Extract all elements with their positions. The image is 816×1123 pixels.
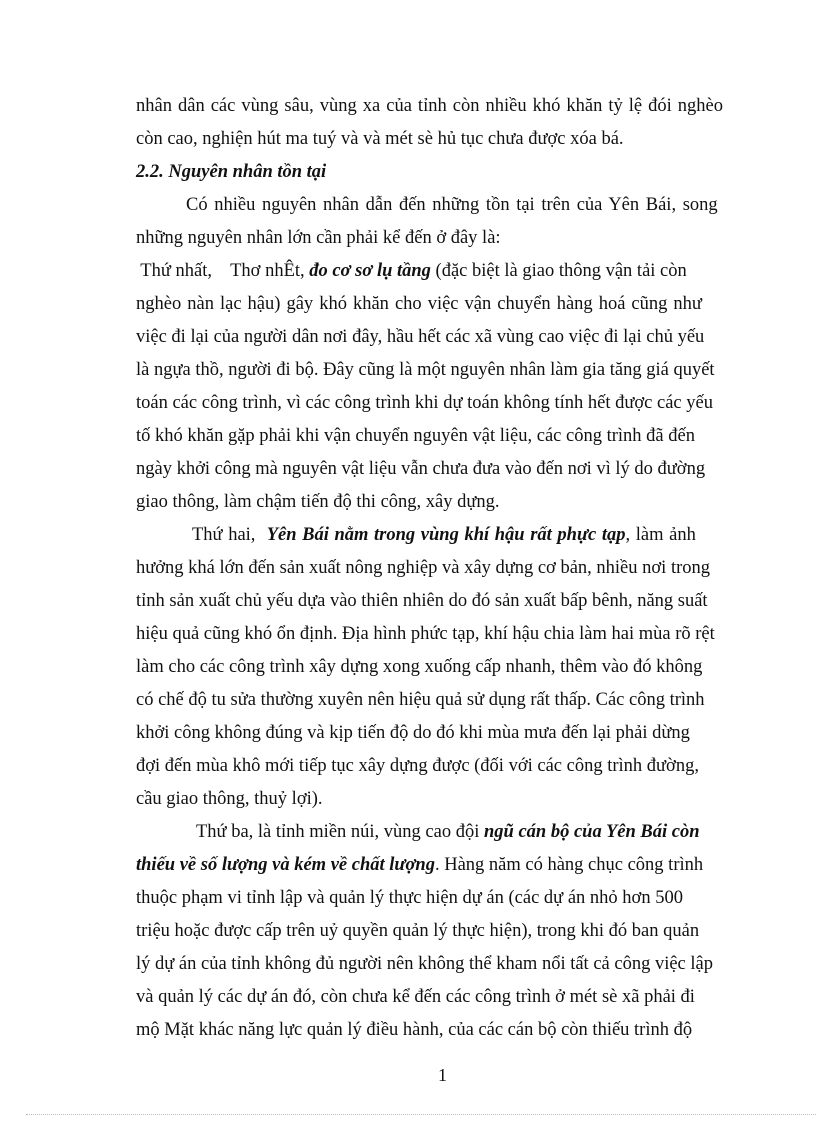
text-line: tố khó khăn gặp phải khi vận chuyển nguyên vật liệu, các công trình đã đến xyxy=(136,426,695,446)
footer-divider xyxy=(26,1114,816,1115)
text-line: mộ Mặt khác năng lực quản lý điều hành, của các cán bộ còn thiếu trình độ xyxy=(136,1020,693,1040)
text-line: là ngựa thồ, người đi bộ. Đây cũng là một nguyên nhân làm gia tăng giá quyết xyxy=(136,360,715,380)
section-heading: 2.2. Nguyên nhân tồn tại xyxy=(136,162,327,182)
line-text: . Hàng năm có hàng chục công trình xyxy=(434,855,704,875)
page-number: 1 xyxy=(438,1065,447,1085)
text-line: lý dự án của tỉnh không đủ người nên không thể kham nổi tất cả công việc lập xyxy=(136,954,713,974)
emphasis-text: thiếu về số lượng và kém về chất lượng xyxy=(136,855,435,875)
text-line: tỉnh sản xuất chủ yếu dựa vào thiên nhiên do đó sản xuất bấp bênh, năng suất xyxy=(136,591,708,611)
text-line xyxy=(192,524,696,546)
line-text: (đặc biệt là giao thông vận tải còn xyxy=(430,261,687,281)
text-line: triệu hoặc được cấp trên uỷ quyền quản lý thực hiện), trong khi đó ban quản xyxy=(136,921,700,941)
text-line: làm cho các công trình xây dựng xong xuống cấp nhanh, thêm vào đó không xyxy=(136,657,703,677)
emphasis-text: Yên Bái nằm trong vùng khí hậu rất phực tạp xyxy=(266,525,626,545)
text-line: những nguyên nhân lớn cần phải kể đến ở đây là: xyxy=(136,228,501,248)
text-line: nhân dân các vùng sâu, vùng xa của tỉnh còn nhiều khó khăn tỷ lệ đói nghèo xyxy=(136,96,724,116)
text-line: cầu giao thông, thuỷ lợi). xyxy=(136,789,323,809)
text-line: Có nhiều nguyên nhân dẫn đến những tồn tại trên của Yên Bái, song xyxy=(186,195,718,215)
text-line: nghèo nàn lạc hậu) gây khó khăn cho việc vận chuyển hàng hoá cũng như xyxy=(136,294,702,314)
text-line: giao thông, làm chậm tiến độ thi công, xây dựng. xyxy=(136,492,500,512)
text-line xyxy=(136,854,703,876)
emphasis-text: ngũ cán bộ của Yên Bái còn xyxy=(484,822,700,842)
text-line: khởi công không đúng và kịp tiến độ do đó khi mùa mưa đến lại phải dừng xyxy=(136,723,690,743)
text-line: có chế độ tu sửa thường xuyên nên hiệu quả sử dụng rất thấp. Các công trình xyxy=(136,690,705,710)
text-line: và quản lý các dự án đó, còn chưa kể đến các công trình ở mét sè xã phải đi xyxy=(136,987,695,1007)
paragraph-lead: Thứ hai, xyxy=(192,525,267,545)
text-line: ngày khởi công mà nguyên vật liệu vẫn chưa đưa vào đến nơi vì lý do đường xyxy=(136,459,706,479)
text-line: việc đi lại của người dân nơi đây, hầu hết các xã vùng cao việc đi lại chủ yếu xyxy=(136,327,705,347)
text-line: hưởng khá lớn đến sản xuất nông nghiệp và xây dựng cơ bản, nhiều nơi trong xyxy=(136,558,710,578)
text-line: còn cao, nghiện hút ma tuý và và mét sè hủ tục chưa được xóa bá. xyxy=(136,129,624,149)
emphasis-text: đo cơ sơ lụ tầng xyxy=(309,261,431,281)
text-line: đợi đến mùa khô mới tiếp tục xây dựng được (đối với các công trình đường, xyxy=(136,756,699,776)
text-line: hiệu quả cũng khó ổn định. Địa hình phức tạp, khí hậu chia làm hai mùa rõ rệt xyxy=(136,624,715,644)
text-line: thuộc phạm vi tỉnh lập và quản lý thực hiện dự án (các dự án nhỏ hơn 500 xyxy=(136,888,683,908)
text-line xyxy=(196,821,700,843)
text-line: toán các công trình, vì các công trình khi dự toán không tính hết được các yếu xyxy=(136,393,713,413)
text-line xyxy=(136,260,687,282)
paragraph-lead: Thứ ba, là tỉnh miền núi, vùng cao đội xyxy=(196,822,484,842)
line-text: , làm ảnh xyxy=(625,525,696,545)
paragraph-lead: Thứ nhất, Thơ nhÊt, xyxy=(136,261,310,281)
